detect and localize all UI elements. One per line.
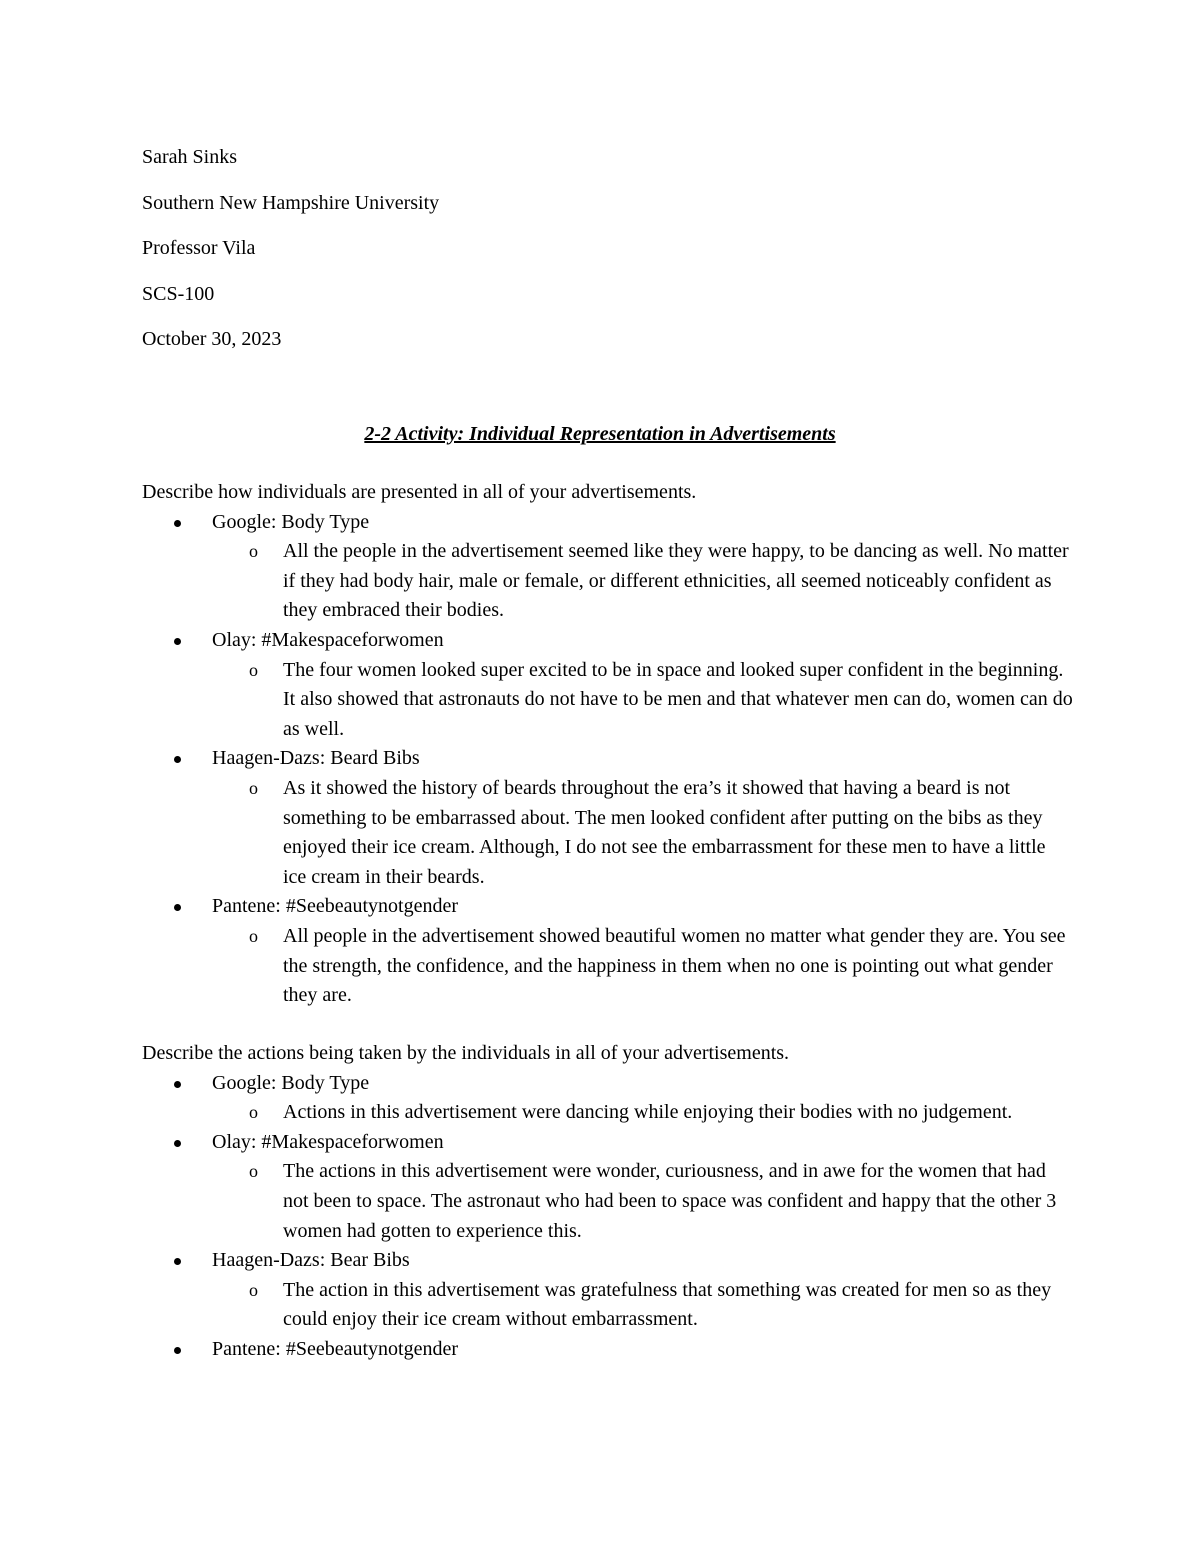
sub-list-item [249, 1276, 1073, 1335]
sub-list-item [249, 1157, 1073, 1246]
sub-list [212, 922, 1072, 1011]
submission-date: October 30, 2023 [142, 328, 282, 350]
hollow-circle-bullet-icon: o [249, 1161, 258, 1182]
sub-list-item-text: The actions in this advertisement were wonder, curiousness, and in awe for the women that had not been to space. The astronaut who had been to space was confident and happy that the other 3 women had gotten to experience this. [283, 1160, 1057, 1242]
sub-list [212, 1157, 1072, 1246]
sub-list [212, 1276, 1072, 1335]
sub-list [212, 774, 1072, 892]
list-item-label: Pantene: #Seebeautynotgender [212, 895, 459, 918]
section-actions [142, 1039, 1072, 1365]
list-item [142, 508, 1072, 626]
filled-circle-bullet-icon [174, 520, 181, 527]
list-item [142, 1128, 1072, 1246]
sub-list [212, 1098, 1072, 1128]
list-item [142, 626, 1072, 744]
advertisement-list [142, 508, 1072, 1011]
filled-circle-bullet-icon [174, 1140, 181, 1147]
sub-list-item [249, 656, 1073, 745]
filled-circle-bullet-icon [174, 1258, 181, 1265]
hollow-circle-bullet-icon: o [249, 1279, 258, 1300]
professor-name: Professor Vila [142, 237, 256, 259]
hollow-circle-bullet-icon: o [249, 1102, 258, 1123]
sub-list-item [249, 922, 1073, 1011]
hollow-circle-bullet-icon: o [249, 925, 258, 946]
list-item [142, 1335, 1072, 1365]
filled-circle-bullet-icon [174, 904, 181, 911]
sub-list-item [249, 774, 1073, 892]
list-item [142, 1246, 1072, 1335]
hollow-circle-bullet-icon: o [249, 659, 258, 680]
list-item [142, 744, 1072, 892]
sub-list-item-text: The four women looked super excited to be in space and looked super confident in the beginning. It also showed that astronauts do not have to be men and that whatever men can do, women can do as well. [283, 658, 1073, 740]
sub-list-item-text: All the people in the advertisement seemed like they were happy, to be dancing as well. No matter if they had body hair, male or female, or different ethnicities, all seemed noticeably confident as they embraced their bodies. [283, 540, 1069, 622]
student-name: Sarah Sinks [142, 146, 237, 168]
sub-list-item-text: The action in this advertisement was gratefulness that something was created for men so as they could enjoy their ice cream without embarrassment. [283, 1278, 1052, 1331]
list-item-label: Olay: #Makespaceforwomen [212, 1130, 444, 1153]
sub-list [212, 656, 1072, 745]
sub-list [212, 537, 1072, 626]
sub-list-item-text: As it showed the history of beards throughout the era’s it showed that having a beard is not something to be embarrassed about. The men looked confident after putting on the bibs as they enjoyed their ice cream. Although, I do not see the embarrassment for these men to have a little ice cream in their beards. [283, 776, 1046, 888]
list-item [142, 892, 1072, 1010]
hollow-circle-bullet-icon: o [249, 541, 258, 562]
sub-list-item [249, 1098, 1073, 1128]
filled-circle-bullet-icon [174, 1081, 181, 1088]
list-item-label: Haagen-Dazs: Beard Bibs [212, 747, 420, 770]
list-item-label: Google: Body Type [212, 1071, 370, 1094]
section-question: Describe the actions being taken by the individuals in all of your advertisements. [142, 1042, 790, 1064]
sub-list-item [249, 537, 1073, 626]
hollow-circle-bullet-icon: o [249, 777, 258, 798]
list-item-label: Haagen-Dazs: Bear Bibs [212, 1249, 410, 1272]
advertisement-list [142, 1069, 1072, 1365]
course-code: SCS-100 [142, 282, 215, 305]
student-info-block [142, 143, 439, 371]
university-name: Southern New Hampshire University [142, 191, 440, 214]
list-item-label: Pantene: #Seebeautynotgender [212, 1337, 459, 1360]
sub-list-item-text: All people in the advertisement showed beautiful women no matter what gender they are. You see the strength, the confidence, and the happiness in them when no one is pointing out what gender they are. [283, 924, 1066, 1007]
section-presentation [142, 478, 1072, 1011]
document-title: 2-2 Activity: Individual Representation in Advertisements [364, 423, 836, 445]
sub-list-item-text: Actions in this advertisement were dancing while enjoying their bodies with no judgement. [283, 1101, 1013, 1124]
list-item-label: Google: Body Type [212, 510, 370, 533]
list-item [142, 1069, 1072, 1128]
filled-circle-bullet-icon [174, 1347, 181, 1354]
section-question: Describe how individuals are presented in all of your advertisements. [142, 481, 697, 503]
list-item-label: Olay: #Makespaceforwomen [212, 628, 444, 651]
filled-circle-bullet-icon [174, 638, 181, 645]
filled-circle-bullet-icon [174, 756, 181, 763]
